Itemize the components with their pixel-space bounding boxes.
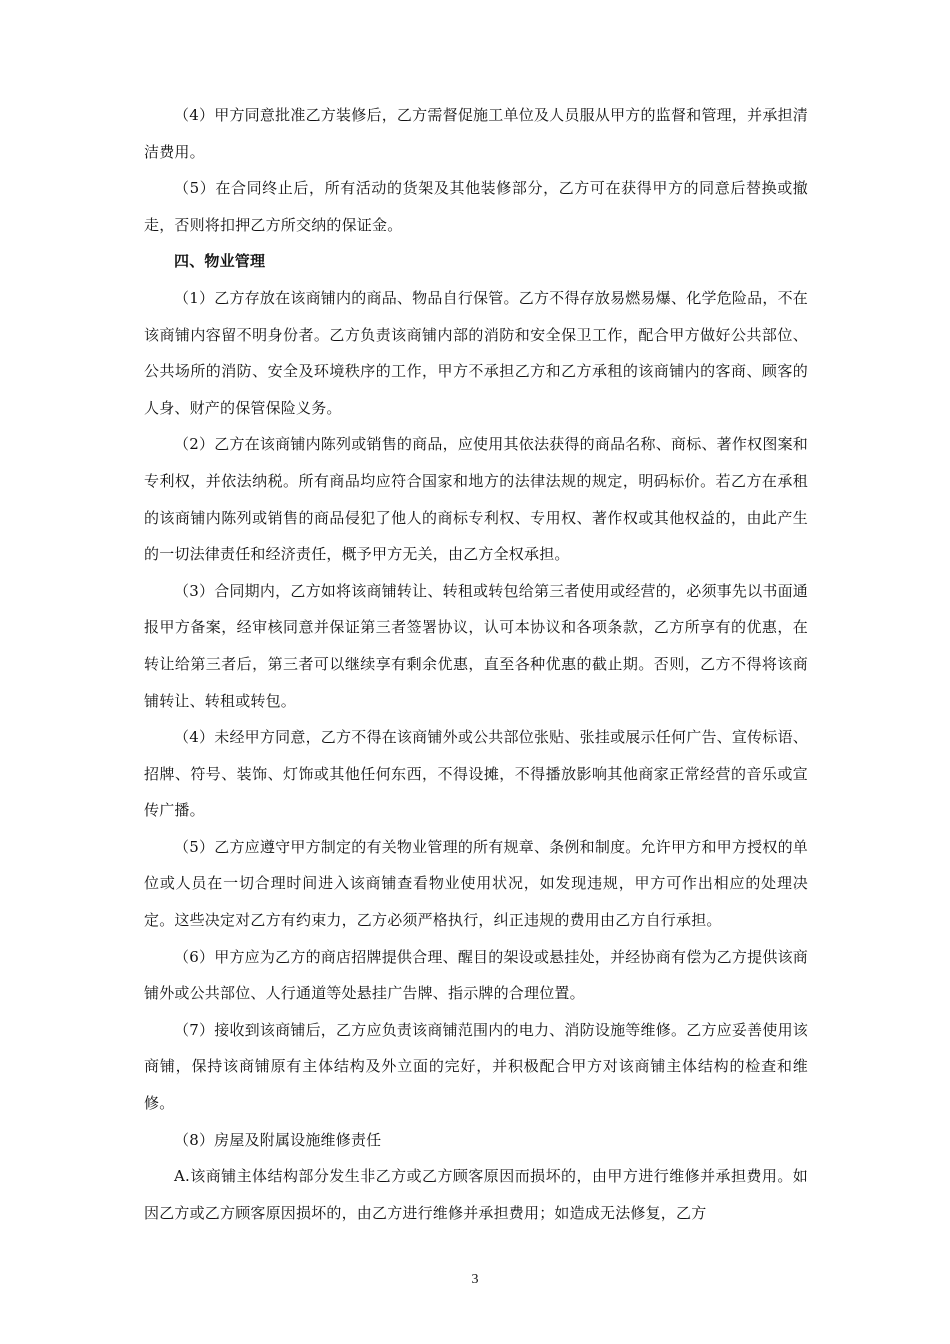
section-heading-property-management: 四、物业管理	[174, 252, 266, 271]
page-number: 3	[471, 1272, 479, 1287]
paragraph-fixtures-removal: （5）在合同终止后，所有活动的货架及其他装修部分，乙方可在获得甲方的同意后替换或撤走，否则将扣押乙方所交纳的保证金。	[144, 179, 808, 234]
paragraph-item-6: （6）甲方应为乙方的商店招牌提供合理、醒目的架设或悬挂处，并经协商有偿为乙方提供该商铺外或公共部位、人行通道等处悬挂广告牌、指示牌的合理位置。	[144, 947, 808, 1003]
paragraph-item-8-heading: （8）房屋及附属设施维修责任	[174, 1130, 382, 1149]
paragraph-item-4: （4）未经甲方同意，乙方不得在该商铺外或公共部位张贴、张挂或展示任何广告、宣传标语、招牌、符号、装饰、灯饰或其他任何东西，不得设摊，不得播放影响其他商家正常经营的音乐或宣传广播。	[144, 728, 808, 820]
paragraph-item-8a: A.该商铺主体结构部分发生非乙方或乙方顾客原因而损坏的，由甲方进行维修并承担费用。如因乙方或乙方顾客原因损坏的，由乙方进行维修并承担费用；如造成无法修复，乙方	[144, 1167, 808, 1222]
paragraph-item-3: （3）合同期内，乙方如将该商铺转让、转租或转包给第三者使用或经营的，必须事先以书面通报甲方备案，经审核同意并保证第三者签署协议，认可本协议和各项条款，乙方所享有的优惠，在转让给第三者后，第三者可以继续享有剩余优惠，直至各种优惠的截止期。否则，乙方不得将该商铺转让、转租或转包。	[144, 581, 808, 710]
paragraph-item-5: （5）乙方应遵守甲方制定的有关物业管理的所有规章、条例和制度。允许甲方和甲方授权的单位或人员在一切合理时间进入该商铺查看物业使用状况，如发现违规，甲方可作出相应的处理决定。这些决定对乙方有约束力，乙方必须严格执行，纠正违规的费用由乙方自行承担。	[144, 837, 808, 930]
paragraph-item-1: （1）乙方存放在该商铺内的商品、物品自行保管。乙方不得存放易燃易爆、化学危险品，不在该商铺内容留不明身份者。乙方负责该商铺内部的消防和安全保卫工作，配合甲方做好公共部位、公共场所的消防、安全及环境秩序的工作，甲方不承担乙方和乙方承租的该商铺内的客商、顾客的人身、财产的保管保险义务。	[144, 288, 808, 417]
paragraph-item-2: （2）乙方在该商铺内陈列或销售的商品，应使用其依法获得的商品名称、商标、著作权图案和专利权，并依法纳税。所有商品均应符合国家和地方的法律法规的规定，明码标价。若乙方在承租的该商铺内陈列或销售的商品侵犯了他人的商标专利权、专用权、著作权或其他权益的，由此产生的一切法律责任和经济责任，概予甲方无关，由乙方全权承担。	[144, 435, 808, 564]
paragraph-decoration-supervision: （4）甲方同意批准乙方装修后，乙方需督促施工单位及人员服从甲方的监督和管理，并承担清洁费用。	[144, 106, 808, 161]
paragraph-item-7: （7）接收到该商铺后，乙方应负责该商铺范围内的电力、消防设施等维修。乙方应妥善使用该商铺，保持该商铺原有主体结构及外立面的完好，并积极配合甲方对该商铺主体结构的检查和维修。	[144, 1020, 808, 1113]
document-body	[144, 97, 808, 1231]
